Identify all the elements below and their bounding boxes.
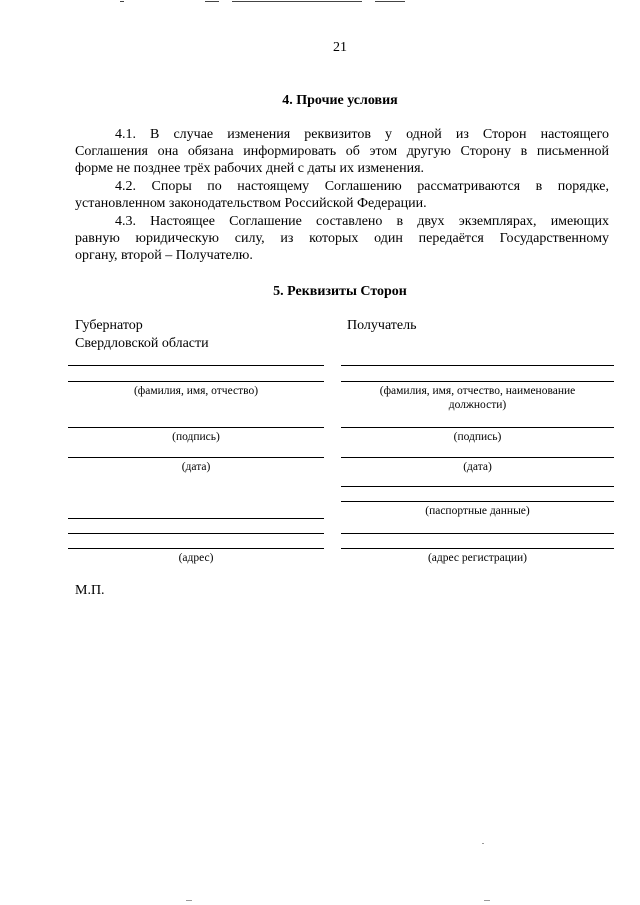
left-date-caption: (дата)	[181, 461, 211, 473]
clause-4-2-line: установленном законодательством Российской Федерации.	[75, 196, 427, 211]
right-name-line	[341, 365, 614, 366]
right-fio-caption	[341, 384, 614, 412]
page-number: 21	[333, 40, 347, 55]
left-party-title-line: Свердловской области	[75, 336, 209, 351]
left-address-line	[68, 533, 324, 534]
clause-4-2	[75, 178, 609, 212]
left-name-line	[68, 381, 324, 382]
clause-4-3-line: 4.3. Настоящее Соглашение составлено в двух экземплярах, имеющих	[115, 214, 609, 229]
left-address-line	[68, 518, 324, 519]
right-signature-caption: (подпись)	[453, 431, 502, 443]
right-party-title: Получатель	[347, 318, 417, 333]
clause-4-1-line: Соглашения она обязана информировать об этом другую Сторону в письменной	[75, 144, 609, 159]
left-signature-line	[68, 427, 324, 428]
right-address-caption: (адрес регистрации)	[427, 552, 528, 564]
scan-artifact	[232, 1, 362, 2]
left-party-title	[75, 317, 209, 353]
scan-artifact	[482, 843, 484, 844]
left-address-line	[68, 548, 324, 549]
right-name-line	[341, 381, 614, 382]
left-party-title-line: Губернатор	[75, 318, 143, 333]
left-date-line	[68, 457, 324, 458]
seal-label: М.П.	[75, 583, 105, 598]
right-signature-line	[341, 427, 614, 428]
section-4-title: 4. Прочие условия	[282, 93, 398, 108]
right-address-line	[341, 533, 614, 534]
right-passport-line	[341, 486, 614, 487]
clause-4-1	[75, 126, 609, 177]
scan-artifact	[186, 900, 192, 901]
section-5-title: 5. Реквизиты Сторон	[273, 284, 407, 299]
left-signature-caption: (подпись)	[172, 431, 220, 443]
clause-4-1-line: 4.1. В случае изменения реквизитов у одной из Сторон настоящего	[115, 127, 609, 142]
scan-artifact	[484, 900, 490, 901]
right-fio-caption-line: (фамилия, имя, отчество, наименование	[379, 385, 576, 397]
clause-4-1-line: форме не позднее трёх рабочих дней с даты их изменения.	[75, 161, 425, 176]
left-name-line	[68, 365, 324, 366]
scan-artifact	[375, 1, 405, 2]
right-address-line	[341, 548, 614, 549]
left-fio-caption: (фамилия, имя, отчество)	[133, 385, 259, 397]
clause-4-3-line: органу, второй – Получателю.	[75, 248, 253, 263]
right-fio-caption-line: должности)	[448, 399, 507, 411]
clause-4-3-line: равную юридическую силу, из которых один передаётся Государственному	[75, 231, 609, 246]
right-passport-caption: (паспортные данные)	[425, 505, 530, 517]
scan-artifact	[120, 1, 124, 2]
left-address-caption: (адрес)	[178, 552, 214, 564]
clause-4-3	[75, 213, 609, 264]
right-passport-line	[341, 501, 614, 502]
scan-artifact	[205, 1, 219, 2]
right-date-caption: (дата)	[463, 461, 492, 473]
clause-4-2-line: 4.2. Споры по настоящему Соглашению рассматриваются в порядке,	[115, 179, 609, 194]
right-date-line	[341, 457, 614, 458]
